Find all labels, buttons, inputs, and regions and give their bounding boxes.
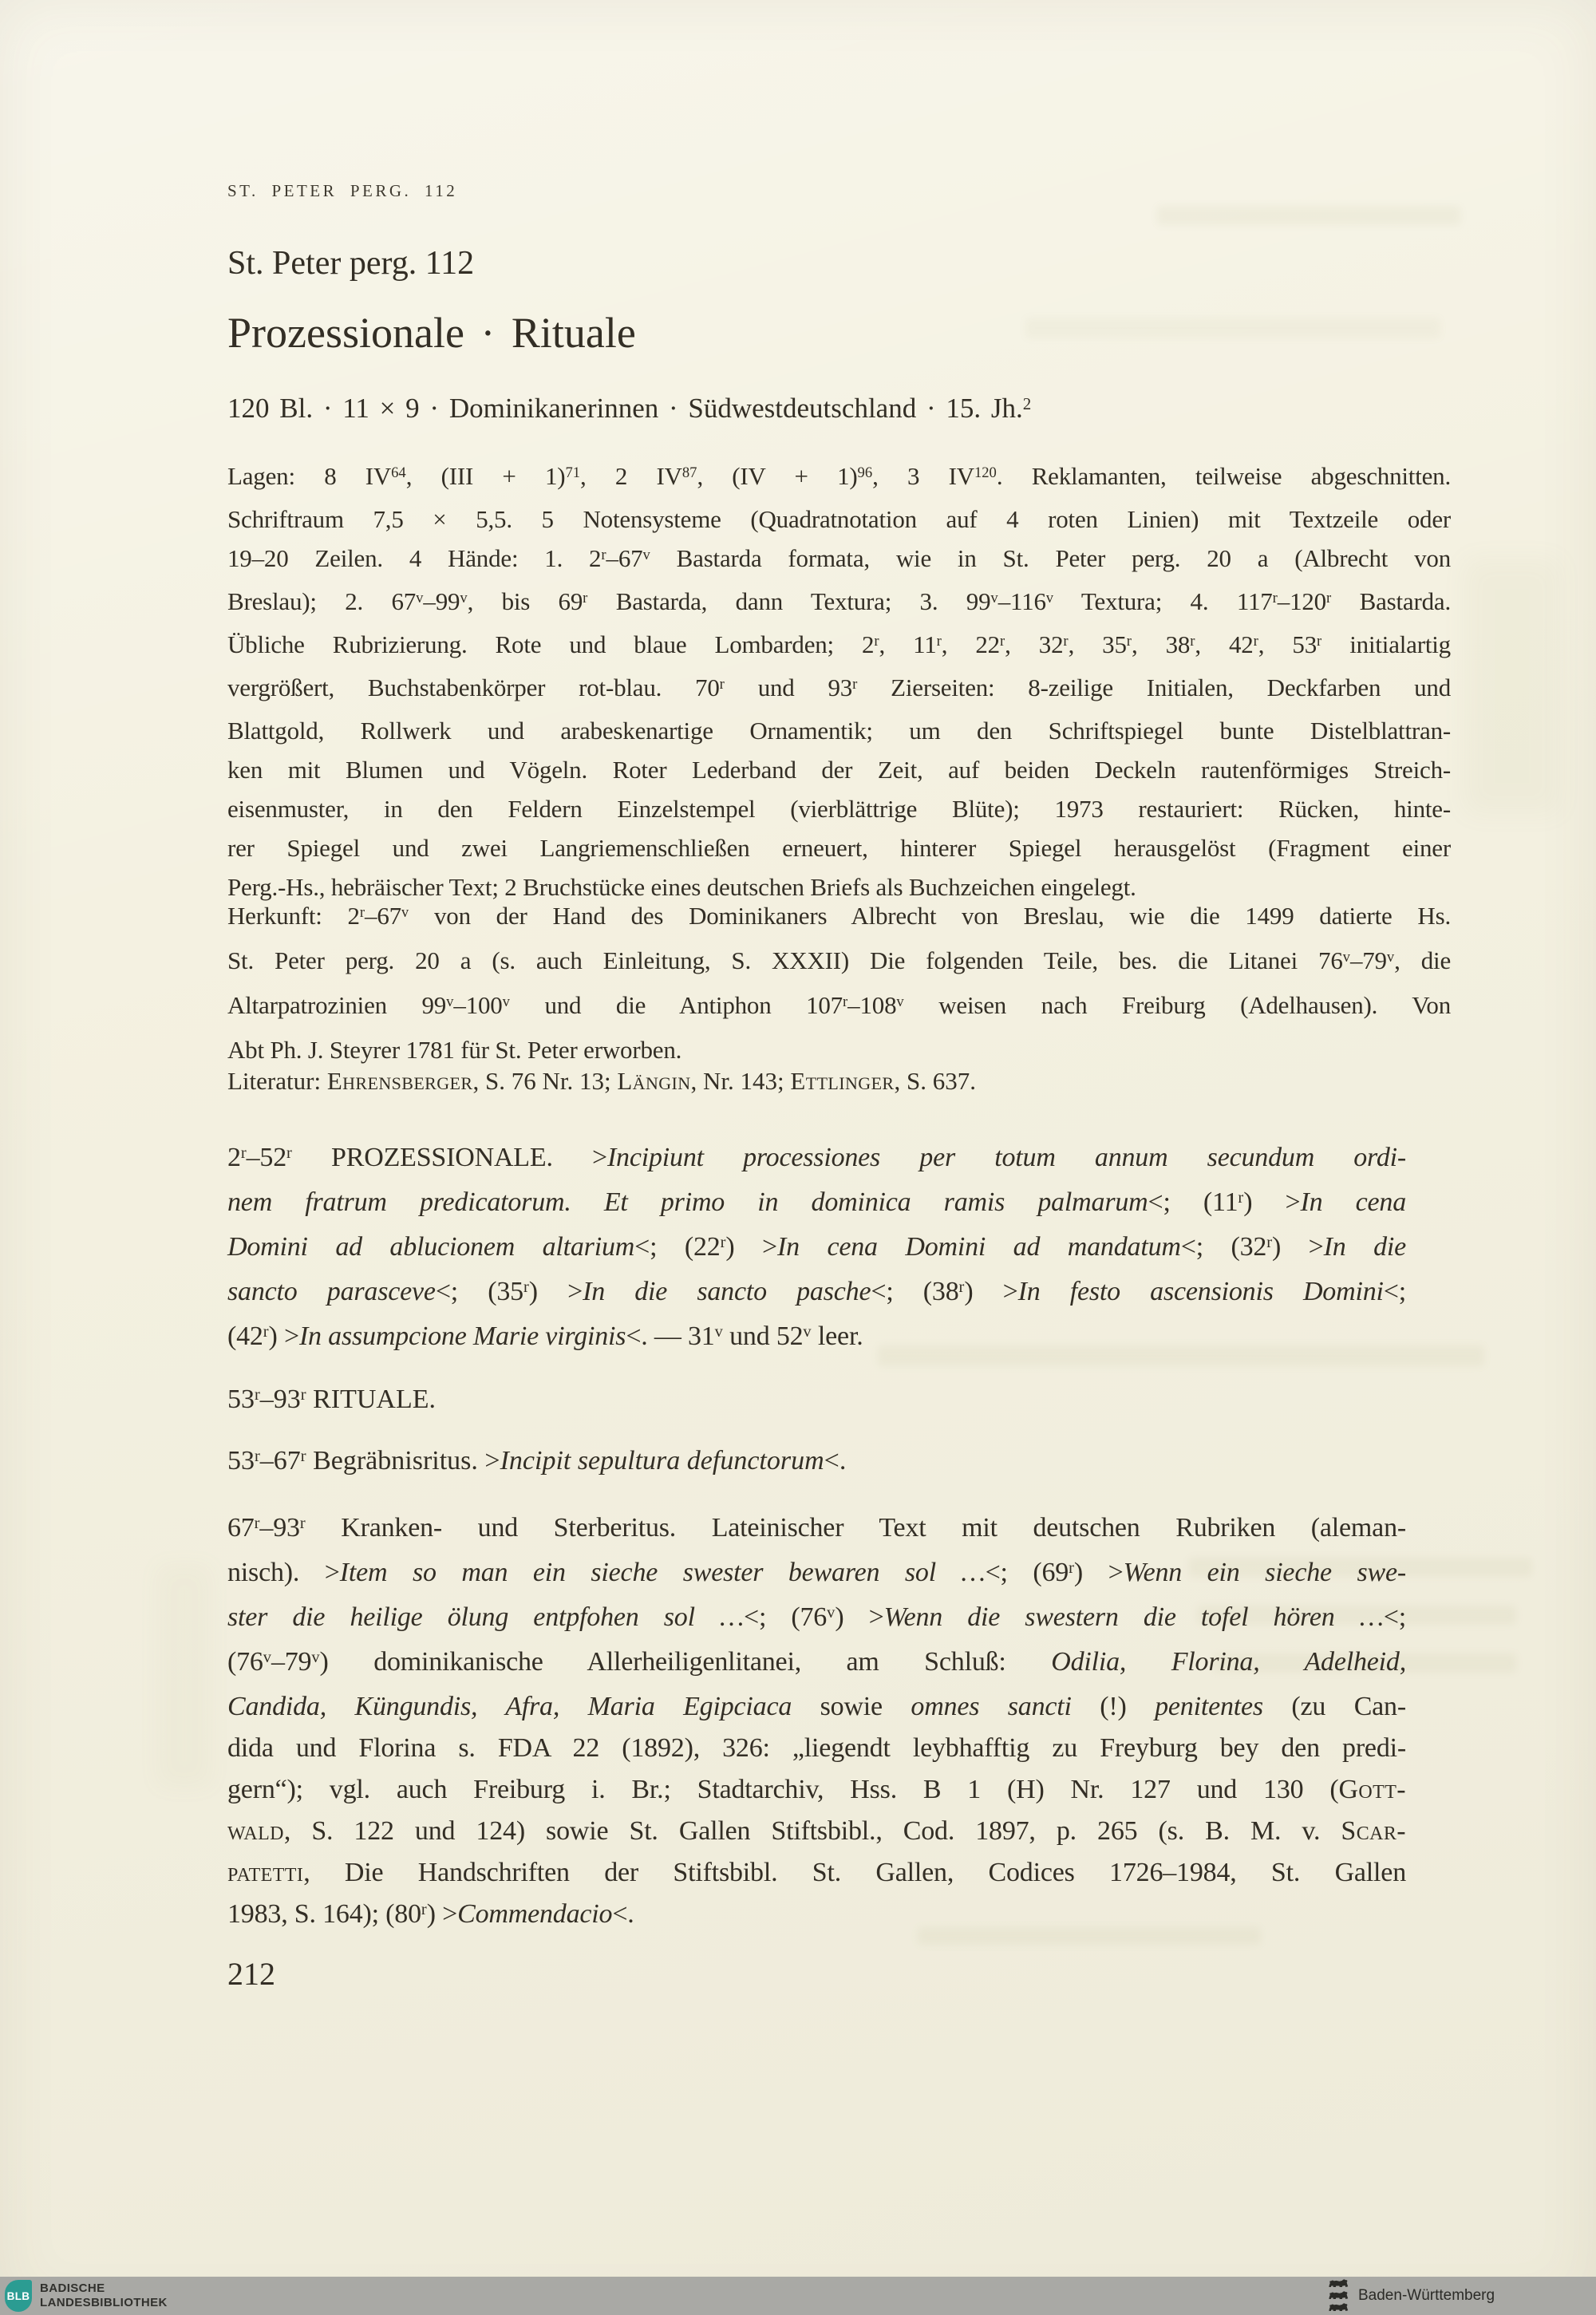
text-segment: ) > [1272, 1232, 1324, 1262]
text-segment: r [299, 1514, 306, 1532]
text-segment: ) > [528, 1277, 583, 1306]
text-segment: r [1063, 632, 1069, 650]
text-segment: Candida, Küngundis, Afra, Maria Egipciaca [227, 1692, 792, 1721]
text-segment: nisch). > [227, 1558, 340, 1587]
text-segment: ) > [725, 1232, 777, 1262]
text-segment: 120 [974, 464, 997, 481]
text-segment: In assumpcione Marie virginis [298, 1321, 626, 1351]
text-line [227, 828, 1451, 867]
text-segment: v [502, 993, 510, 1010]
text-segment: r [1325, 589, 1332, 606]
text-segment: r [601, 546, 606, 563]
text-segment: ster die heilige ölung entpfohen sol … [227, 1602, 744, 1632]
text-segment: 120 Bl. · 11 × 9 · Dominikanerinnen · Südwestdeutschland · 15. Jh. [227, 393, 1023, 424]
text-segment: omnes sancti [911, 1692, 1072, 1721]
text-segment: <; (32 [1180, 1232, 1267, 1262]
footer-bar [0, 2277, 1596, 2315]
text-segment: r [254, 1514, 260, 1532]
text-segment: (!) [1071, 1692, 1156, 1721]
text-line [227, 1182, 1406, 1227]
text-segment: 2 [227, 1143, 241, 1172]
text-segment: In cena Domini ad mandatum [777, 1232, 1181, 1262]
text-segment: (zu Can- [1262, 1692, 1406, 1721]
manuscript-summary-line [227, 393, 1031, 425]
text-line [227, 985, 1451, 1029]
text-segment: , 38 [1131, 630, 1191, 658]
text-segment: r [874, 632, 879, 650]
text-line [227, 750, 1451, 789]
text-segment: Breslau); 2. 67 [227, 587, 417, 615]
text-segment: St. Peter perg. 20 a (s. auch Einleitung, S. XXXII) Die folgenden Teile, bes. die Litanei 76 [227, 946, 1343, 974]
text-line [227, 1728, 1406, 1769]
text-segment: –67 [259, 1446, 301, 1476]
shelfmark-title: St. Peter perg. 112 [227, 245, 475, 282]
text-segment: r [1190, 632, 1195, 650]
text-segment: 1983, S. 164); (80 [227, 1899, 421, 1929]
text-line [227, 1552, 1406, 1597]
text-line [227, 1597, 1406, 1641]
text-line [227, 668, 1451, 711]
text-segment: , bis 69 [467, 587, 583, 615]
text-segment: –108 [847, 991, 897, 1019]
text-segment: vergrößert, Buchstabenkörper rot-blau. 70 [227, 674, 720, 701]
text-segment: eisenmuster, in den Feldern Einzelstempel (vierblättrige Blüte); 1973 restauriert: Rücken, hinte- [227, 795, 1451, 823]
text-segment: , 3 IV [872, 462, 974, 490]
text-segment: Textura; 4. 117 [1053, 587, 1273, 615]
text-segment: Wenn ein sieche swe- [1123, 1558, 1407, 1587]
text-segment: Zierseiten: 8-zeilige Initialen, Deckfarben und [857, 674, 1451, 701]
text-segment: , die [1394, 946, 1452, 974]
text-segment: Perg.-Hs., hebräischer Text; 2 Bruchstücke eines deutschen Briefs als Buchzeichen eingelegt. [227, 873, 1136, 901]
text-segment: (76 [227, 1647, 263, 1677]
text-segment: r [999, 632, 1005, 650]
text-segment: dida und Florina s. FDA 22 (1892), 326: „liegendt leybhafftig zu Freyburg bey den predi- [227, 1733, 1406, 1763]
blb-logo-text: BLB [6, 2289, 30, 2302]
text-segment: Altarpatrozinien 99 [227, 991, 447, 1019]
rituale-section-heading [227, 1385, 436, 1415]
text-segment: r [286, 1144, 292, 1162]
text-segment: Herkunft: 2 [227, 902, 360, 930]
text-segment: 53 [227, 1446, 255, 1476]
text-segment: , 42 [1195, 630, 1254, 658]
text-line [227, 1137, 1406, 1182]
text-segment: ) > [1073, 1558, 1124, 1587]
text-segment: Abt Ph. J. Steyrer 1781 für St. Peter erworben. [227, 1036, 682, 1064]
kranken-sterberitus-section [227, 1507, 1406, 1938]
text-segment: . Reklamanten, teilweise abgeschnitten. [996, 462, 1452, 490]
text-segment: , (IV + 1) [697, 462, 858, 490]
blb-logo-icon [5, 2280, 32, 2312]
text-segment: 2 [1022, 393, 1032, 413]
text-segment: –93 [259, 1513, 300, 1543]
begraebnisritus-line [227, 1446, 846, 1476]
manuscript-title: Prozessionale · Rituale [227, 309, 636, 357]
text-segment: r [583, 589, 588, 606]
provenance-paragraph [227, 895, 1451, 1070]
text-segment: r [300, 1385, 306, 1404]
text-segment: r [523, 1278, 529, 1296]
text-segment: , S. 122 und 124) sowie St. Gallen Stiftsbibl., Cod. 1897, p. 265 (s. B. M. v. [283, 1816, 1341, 1846]
text-segment: <. [612, 1899, 634, 1929]
text-line [227, 940, 1451, 985]
library-name [40, 2281, 168, 2310]
text-segment: Commendacio [457, 1899, 613, 1929]
literature-line [227, 1067, 976, 1096]
text-segment: <; (38 [871, 1277, 959, 1306]
text-segment: Incipiunt processiones per totum annum secundum ordi- [606, 1143, 1406, 1172]
text-segment: , 53 [1258, 630, 1317, 658]
text-segment: , 22 [941, 630, 1000, 658]
text-segment: 87 [681, 464, 697, 481]
text-segment: –120 [1277, 587, 1326, 615]
text-segment: In cena [1300, 1187, 1406, 1217]
text-line [227, 1029, 1451, 1070]
text-line [227, 1641, 1406, 1686]
text-segment: v [990, 589, 998, 606]
text-segment: PROZESSIONALE. > [291, 1143, 607, 1172]
text-segment: r [720, 1233, 726, 1251]
text-segment: Lagen: 8 IV [227, 462, 392, 490]
state-name: Baden-Württemberg [1358, 2287, 1495, 2304]
text-line [227, 539, 1451, 582]
text-line [227, 393, 1031, 425]
text-segment: patetti [227, 1858, 304, 1887]
text-segment: 96 [857, 464, 873, 481]
text-segment: Blattgold, Rollwerk und arabeskenartige Ornamentik; um den Schriftspiegel bunte Distelblattran- [227, 717, 1451, 745]
text-segment: <; (11 [1148, 1187, 1238, 1217]
text-line [227, 1894, 1406, 1938]
text-segment: –93 [259, 1385, 301, 1414]
text-segment: r [852, 675, 858, 693]
text-line [227, 789, 1451, 828]
baden-wuerttemberg-coat-of-arms-icon [1326, 2278, 1350, 2313]
text-segment: v [642, 546, 650, 563]
text-segment: , Die Handschriften der Stiftsbibl. St. Gallen, Codices 1726–1984, St. Gallen [303, 1858, 1406, 1887]
text-segment: Bastarda. [1331, 587, 1452, 615]
bleed-through-artifact [1464, 559, 1560, 814]
text-segment: r [359, 903, 365, 921]
text-segment: ) > [835, 1602, 884, 1632]
text-segment: weisen nach Freiburg (Adelhausen). Von [903, 991, 1451, 1019]
text-segment: <. [824, 1446, 847, 1476]
codicology-paragraph [227, 456, 1451, 907]
text-segment: v [446, 993, 454, 1010]
text-segment: gern“); vgl. auch Freiburg i. Br.; Stadtarchiv, Hss. B 1 (H) Nr. 127 und 130 ( [227, 1775, 1339, 1804]
text-segment: –79 [1349, 946, 1387, 974]
text-segment: –79 [271, 1647, 312, 1677]
text-segment: ) > [1243, 1187, 1301, 1217]
text-segment: Item so man ein sieche swester bewaren sol … [339, 1558, 986, 1587]
text-line [227, 1385, 436, 1415]
bleed-through-artifact [1025, 318, 1440, 338]
text-segment: , (III + 1) [405, 462, 566, 490]
text-line [227, 1852, 1406, 1894]
text-segment: rer Spiegel und zwei Langriemenschließen erneuert, hinterer Spiegel herausgelöst (Fragment einer [227, 834, 1451, 862]
text-segment: Ehrensberger [326, 1067, 473, 1095]
text-segment: penitentes [1155, 1692, 1263, 1721]
text-segment: <. — 31 [626, 1321, 715, 1351]
text-segment: <; [1383, 1602, 1406, 1632]
footer-left-group [5, 2280, 168, 2312]
text-segment: nem fratrum predicatorum. Et primo in dominica ramis palmarum [227, 1187, 1148, 1217]
bleed-through-artifact [1157, 206, 1460, 225]
text-segment: v [401, 903, 409, 921]
text-segment: v [803, 1322, 812, 1341]
text-segment: r [263, 1322, 269, 1341]
text-segment: r [300, 1447, 306, 1465]
text-segment: –99 [423, 587, 460, 615]
text-segment: v [263, 1648, 271, 1666]
text-segment: sowie [792, 1692, 911, 1721]
text-segment: –100 [453, 991, 503, 1019]
text-segment: Begräbnisritus. > [306, 1446, 500, 1476]
text-segment: v [1386, 948, 1395, 966]
text-segment: , 2 IV [580, 462, 682, 490]
text-segment: <; [1383, 1277, 1406, 1306]
text-segment: und 52 [722, 1321, 804, 1351]
text-segment: ) > [426, 1899, 458, 1929]
text-segment: und 93 [724, 674, 853, 701]
text-segment: v [460, 589, 468, 606]
text-segment: r [255, 1385, 260, 1404]
text-segment: v [1045, 589, 1054, 606]
text-segment: <; (76 [744, 1602, 828, 1632]
text-segment: r [1238, 1188, 1244, 1207]
text-segment: , 32 [1005, 630, 1064, 658]
text-segment: initialartig [1321, 630, 1451, 658]
library-name-line2: LANDESBIBLIOTHEK [40, 2296, 168, 2309]
text-segment: –67 [606, 544, 643, 572]
text-segment: Ettlinger [790, 1067, 895, 1095]
text-segment: , Nr. 143; [690, 1067, 791, 1095]
text-line [227, 625, 1451, 668]
text-segment: Kranken- und Sterberitus. Lateinischer Text mit deutschen Rubriken (aleman- [305, 1513, 1406, 1543]
text-segment: wald [227, 1816, 284, 1846]
running-head: ST. PETER PERG. 112 [227, 181, 458, 200]
text-segment: v [714, 1322, 723, 1341]
text-line [227, 1271, 1406, 1316]
text-segment: ) > [964, 1277, 1018, 1306]
text-line [227, 1811, 1406, 1852]
text-segment: Längin [617, 1067, 691, 1095]
text-segment: –67 [365, 902, 401, 930]
text-segment: v [1342, 948, 1350, 966]
text-segment: r [1317, 632, 1322, 650]
text-segment: 71 [565, 464, 581, 481]
footer-right-group [1326, 2278, 1495, 2313]
text-segment: , S. 637. [894, 1067, 976, 1095]
text-segment: Literatur: [227, 1067, 327, 1095]
text-line [227, 1446, 846, 1476]
text-segment: r [1272, 589, 1278, 606]
text-segment: –52 [246, 1143, 287, 1172]
text-line [227, 895, 1451, 940]
text-segment: Bastarda, dann Textura; 3. 99 [587, 587, 991, 615]
text-segment: In die [1323, 1232, 1407, 1262]
text-line [227, 1507, 1406, 1552]
text-line [227, 500, 1451, 539]
text-segment: <; (35 [435, 1277, 523, 1306]
text-segment: (42 [227, 1321, 263, 1351]
text-segment: ) > [268, 1321, 299, 1351]
text-segment: Domini ad ablucionem altarium [227, 1232, 635, 1262]
text-line [227, 1067, 976, 1096]
text-segment: r [958, 1278, 965, 1296]
text-segment: v [827, 1603, 836, 1622]
page-number: 212 [227, 1956, 275, 1992]
text-segment: Wenn die swestern die tofel hören … [883, 1602, 1384, 1632]
text-segment: sancto parasceve [227, 1277, 436, 1306]
text-line [227, 1316, 1406, 1361]
text-segment: Schriftraum 7,5 × 5,5. 5 Notensysteme (Quadratnotation auf 4 roten Linien) mit Textzeile oder [227, 505, 1451, 533]
text-segment: leer. [811, 1321, 863, 1351]
bleed-through-artifact [156, 1564, 212, 1788]
text-segment: , 35 [1068, 630, 1127, 658]
text-line [227, 1686, 1406, 1728]
text-line [227, 711, 1451, 750]
text-segment: <; (22 [634, 1232, 721, 1262]
text-segment: Gott- [1338, 1775, 1406, 1804]
text-segment: Scar- [1341, 1816, 1406, 1846]
text-segment: von der Hand des Dominikaners Albrecht von Breslau, wie die 1499 datierte Hs. [409, 902, 1452, 930]
library-name-line1: BADISCHE [40, 2281, 105, 2295]
prozessionale-section [227, 1137, 1406, 1361]
text-segment: , 11 [879, 630, 937, 658]
text-segment: 67 [227, 1513, 255, 1543]
text-segment: und die Antiphon 107 [509, 991, 843, 1019]
text-line [227, 1769, 1406, 1811]
text-segment: r [1069, 1558, 1074, 1577]
text-segment: r [255, 1447, 260, 1465]
text-segment: ken mit Blumen und Vögeln. Roter Lederband der Zeit, auf beiden Deckeln rautenförmiges Streich- [227, 756, 1451, 784]
text-segment: r [421, 1900, 427, 1918]
text-segment: r [1126, 632, 1132, 650]
text-segment: 19–20 Zeilen. 4 Hände: 1. 2 [227, 544, 602, 572]
text-segment: RITUALE. [306, 1385, 437, 1414]
text-segment: In die sancto pasche [583, 1277, 871, 1306]
text-segment: r [1266, 1233, 1272, 1251]
text-segment: r [719, 675, 725, 693]
text-line [227, 1227, 1406, 1271]
text-segment: r [1253, 632, 1258, 650]
text-segment: ) dominikanische Allerheiligenlitanei, am Schluß: [319, 1647, 1052, 1677]
text-segment: v [896, 993, 904, 1010]
text-segment: –116 [998, 587, 1046, 615]
text-segment: 53 [227, 1385, 255, 1414]
text-segment: r [240, 1144, 247, 1162]
text-segment: <; (69 [985, 1558, 1069, 1587]
text-segment: , S. 76 Nr. 13; [472, 1067, 618, 1095]
text-segment: Incipit sepultura defunctorum [500, 1446, 824, 1476]
text-segment: 64 [391, 464, 406, 481]
text-segment: v [311, 1648, 320, 1666]
text-segment: r [936, 632, 942, 650]
text-line [227, 582, 1451, 625]
text-line [227, 456, 1451, 500]
text-segment: Odilia, Florina, Adelheid, [1051, 1647, 1406, 1677]
text-segment: Bastarda formata, wie in St. Peter perg. 20 a (Albrecht von [650, 544, 1451, 572]
text-segment: r [842, 993, 848, 1010]
text-segment: v [416, 589, 424, 606]
text-segment: In festo ascensionis Domini [1017, 1277, 1384, 1306]
text-segment: Übliche Rubrizierung. Rote und blaue Lombarden; 2 [227, 630, 875, 658]
